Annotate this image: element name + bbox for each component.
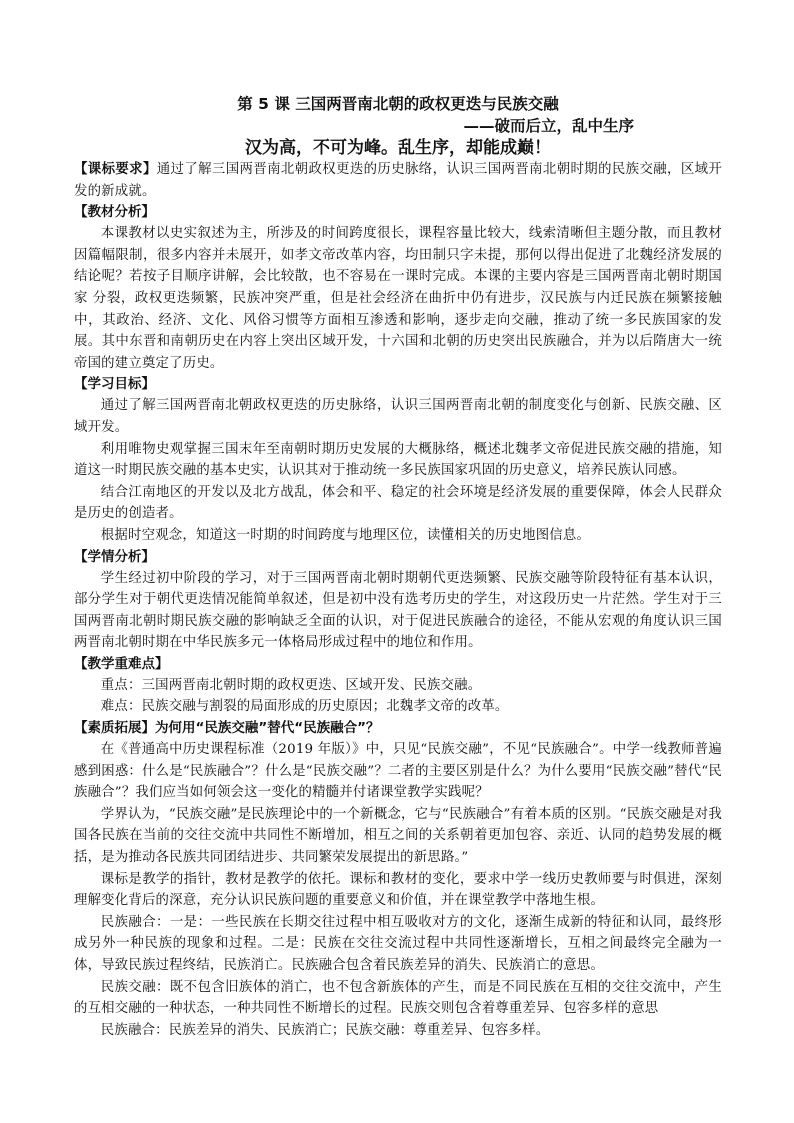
lesson-page [74,94,722,1041]
goals-heading: 【学习目标】 [74,376,155,393]
difficult-point: 难点：民族交融与割裂的局面形成的历史原因；北魏孝文帝的改革。 [100,699,509,715]
lesson-motto: 汉为高，不可为峰。乱生序，却能成巅！ [245,138,551,158]
extension-paragraph: 民族融合：一是：一些民族在长期交往过程中相互吸收对方的文化，逐渐生成新的特征和认同，最终形成另外一种民族的现象和过程。二是：民族在交往交流过程中共同性逐渐增长，互相之间最终完全融为一体，导致民族过程终结，民族消亡。民族融合包含着民族差异的消失、民族消亡的意思。 [74,914,722,973]
focus-heading: 【教学重难点】 [74,655,169,672]
goal-item: 利用唯物史观掌握三国末年至南朝时期历史发展的大概脉络，概述北魏孝文帝促进民族交融的措施，知道这一时期民族交融的基本史实，认识其对于推动统一多民族国家巩固的历史意义，培养民族认同感。 [74,441,722,479]
learners-text: 学生经过初中阶段的学习，对于三国两晋南北朝时期朝代更迭频繁、民族交融等阶段特征有基本认识，部分学生对于朝代更迭情况能简单叙述，但是初中没有选考历史的学生，对这段历史一片茫然。学生对于三国两晋南北朝时期民族交融的影响缺乏全面的认识，对于促进民族融合的途径，不能从宏观的角度认识三国两晋南北朝时期在中华民族多元一体格局形成过程中的地位和作用。 [74,570,722,651]
textbook-text: 本课教材以史实叙述为主，所涉及的时间跨度很长，课程容量比较大，线索清晰但主题分散，而且教材因篇幅限制，很多内容并未展开，如孝文帝改革内容，均田制只字未提，那何以得出促进了北魏经济发展的结论呢？若按子目顺序讲解，会比较散，也不容易在一课时完成。本课的主要内容是三国两晋南北朝时期国家 分裂，政权更迭频繁，民族冲突严重，但是社会经济在曲折中仍有进步，汉民族与内迁民族在频繁接触中，其政治、经济、文化、风俗习惯等方面相互渗透和影响，逐步走向交融，推动了统一多民族国家的发展。其中东晋和南朝历史在内容上突出区域开发，十六国和北朝的历史突出民族融合，并为以后隋唐大一统帝国的建立奠定了历史。 [74,226,722,371]
extension-paragraph: 学界认为，“民族交融”是民族理论中的一个新概念，它与“民族融合”有着本质的区别。“民族交融是对我国各民族在当前的交往交流中共同性不断增加，相互之间的关系朝着更加包容、亲近、认同的趋势发展的概括，是为推动各民族共同团结进步、共同繁荣发展提出的新思路。” [74,806,722,866]
extension-paragraph: 课标是教学的指针，教材是教学的依托。课标和教材的变化，要求中学一线历史教师要与时俱进，深刻理解变化背后的深意，充分认识民族问题的重要意义和价值，并在课堂教学中落地生根。 [74,871,722,909]
lesson-title: 第 5 课 三国两晋南北朝的政权更迭与民族交融 [237,95,559,113]
extension-paragraph: 民族交融：既不包含旧族体的消亡，也不包含新族体的产生，而是不同民族在互相的交往交流中，产生的互相交融的一种状态，一种共同性不断增长的过程。民族交则包含着尊重差异、包容多样的意思 [74,979,722,1017]
curriculum-text: 通过了解三国两晋南北朝政权更迭的历史脉络，认识三国两晋南北朝时期的民族交融，区域开发的新成就。 [74,162,722,199]
lesson-subtitle: ——破而后立，乱中生序 [463,117,634,135]
extension-heading [74,718,722,739]
extension-question: 为何用“民族交融”替代“民族融合”？ [155,720,380,737]
goal-item: 结合江南地区的开发以及北方战乱，体会和平、稳定的社会环境是经济发展的重要保障，体会人民群众是历史的创造者。 [74,484,722,522]
curriculum-section [74,159,722,202]
extension-paragraph: 在《普通高中历史课程标准（2019 年版）》中，只见“民族交融”，不见“民族融合”。中学一线教师普遍感到困惑：什么是“民族融合”？什么是“民族交融”？二者的主要区别是什么？为什么要用“民族交融”替代“民族融合”？我们应当如何领会这一变化的精髓并付诸课堂教学实践呢？ [74,742,722,801]
goal-item: 通过了解三国两晋南北朝政权更迭的历史脉络，认识三国两晋南北朝的制度变化与创新、民族交融、区域开发。 [74,398,722,435]
learners-heading: 【学情分析】 [74,548,155,565]
curriculum-heading: 【课标要求】 [74,162,157,177]
goal-item: 根据时空观念，知道这一时期的时间跨度与地理区位，读懂相关的历史地图信息。 [100,527,591,543]
textbook-heading: 【教材分析】 [74,204,155,221]
extension-label: 【素质拓展】 [74,720,155,737]
key-point: 重点：三国两晋南北朝时期的政权更迭、区域开发、民族交融。 [100,677,482,693]
extension-paragraph: 民族融合：民族差异的消失、民族消亡；民族交融：尊重差异、包容多样。 [100,1022,550,1038]
